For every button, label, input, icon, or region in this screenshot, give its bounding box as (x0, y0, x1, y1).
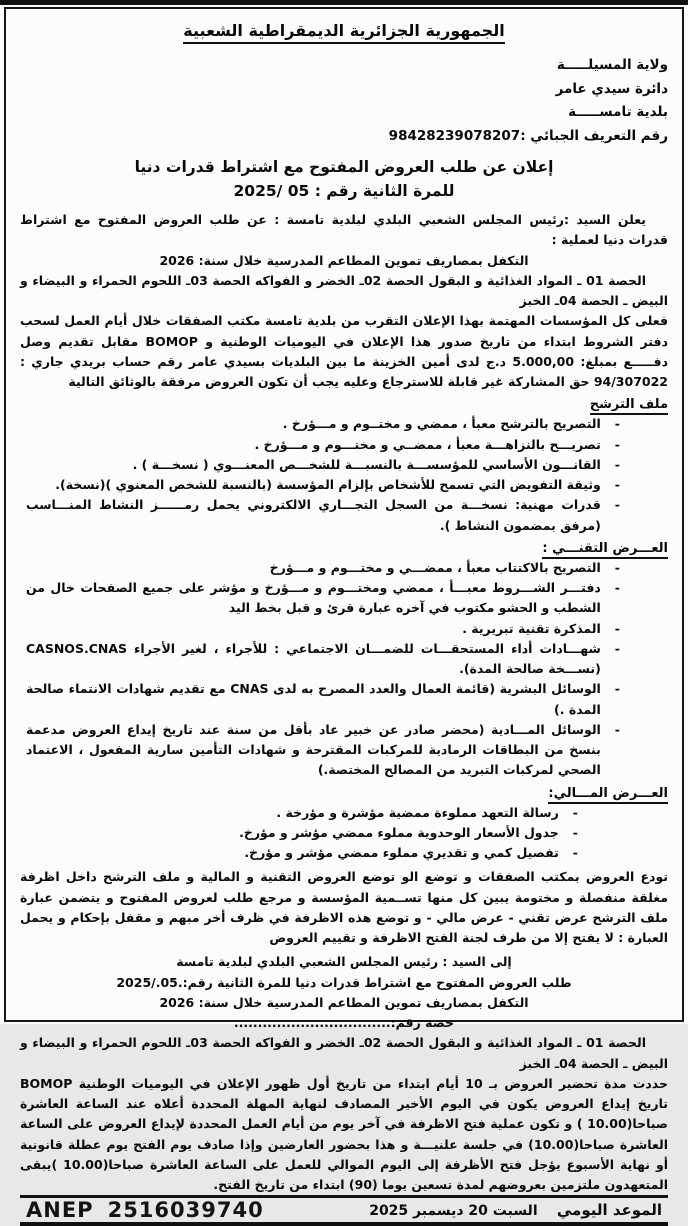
journal-name: الموعد اليومي (556, 1201, 662, 1220)
list-item: - الوسائل البشرية (قائمة العمال والعدد المصرح به لدى CNAS مع تقديم شهادات الانتماء صالحة المدة .) (26, 679, 620, 720)
section-heading-candidature: ملف الترشح (590, 397, 668, 412)
withdrawal-paragraph: فعلى كل المؤسسات المهتمة بهذا الإعلان التقرب من بلدية تامسة مكتب الصفقات خلال أيام العمل لسحب دفتر الشروط ابتداء من تاريخ صدور هذا الإعلان في اليوميات الوطنية و BOMOP مقابل تقديم وصل دفـــــع بمبلغ: 5.000,00 د.ج لدى أمين الخزينة ما بين البلديات بسيدي عامر رقم حساب بريدي جاري : 94/307022 حق المشاركة غير قابلة للاسترجاع وعليه يجب أن تكون العروض مرفقة بالوثائق التالية (20, 313, 668, 390)
addressee-line: إلى السيد : رئيس المجلس الشعبي البلدي لبلدية تامسة (176, 954, 512, 970)
anep-number: 2516039740 (107, 1198, 264, 1223)
scan-edge-bar (0, 0, 688, 5)
issuing-authority-block (20, 54, 668, 149)
newspaper-footer (20, 1195, 668, 1226)
section-heading-technical-offer: العـــرض التقنـــي : (542, 541, 668, 556)
list-item: - وثيقة التفويض التي تسمح للأشخاص بإلزام المؤسسة (بالنسبة للشخص المعنوي )(نسخة). (26, 475, 620, 495)
tax-id-value: 98428239078207 (388, 127, 521, 144)
lots-line-repeat: الحصة 01 ـ المواد الغذائية و البقول الحصة 02ـ الخضر و الفواكه الحصة 03ـ اللحوم الحمراء و البيضاء و البيض ـ الحصة 04ـ الخبز (20, 1035, 668, 1071)
announcement-title-line1: إعلان عن طلب العروض المفتوح مع اشتراط قدرات دنيا (134, 157, 554, 176)
list-item: - شهـــادات أداء المستحقـــات للضمـــان الاجتماعي : للأجراء ، لغير الأجراء CASNOS.CNAS (نســـخة صالحة المدة). (26, 639, 620, 680)
list-item: - التصريح بالاكتتاب معبأ ، ممضـــي و مختـــوم و مـــؤرخ (26, 558, 620, 578)
document-frame (4, 7, 684, 1223)
list-item: - تفصيل كمي و تقديري مملوء ممضي مؤشر و مؤرخ. (26, 843, 578, 863)
financial-offer-list (20, 803, 668, 864)
tax-id-label: رقم التعريف الجبائي : (520, 127, 668, 144)
deposit-paragraph: تودع العروض بمكتب الصفقات و توضع الو توضع العروض التقنية و المالية و ملف الترشح داخل اظرفة مغلقة منفصلة و مختومة يبين كل منها تســمية المؤسسة و مرجع طلب لعروض المفتوح و يتضمن عبارة ملف الترشح عرض تقني - عرض مالي - و توضع هذه الاظرفة في ظرف أخر مبهم و مقفل بإحكام و يحمل العبارة : لا يفتح إلا من طرف لجنة الفتح الاظرفة و تقييم العروض (20, 869, 668, 946)
republic-title: الجمهورية الجزائرية الديمقراطية الشعبية (20, 21, 668, 40)
announcement-title-line2: للمرة الثانية رقم : 05 /2025 (233, 182, 455, 201)
technical-offer-list (20, 558, 668, 781)
list-item: - الوسائل المـــادية (محضر صادر عن خبير عاد بأقل من سنة عند تاريخ إيداع العروض مدعمة بنسخ من البطاقات الرمادية للمركبات المقترحة و شهادات التأمين سارية المفعول ، الاعتماد الصحي لمركبات التبريد من المصالح المختصة.) (26, 720, 620, 781)
list-item: - جدول الأسعار الوحدوية مملوء ممضي مؤشر و مؤرخ. (26, 823, 578, 843)
section-heading-financial-offer: العـــرض المـــالي: (548, 786, 668, 801)
intro-line: يعلن السيد :رئيس المجلس الشعبي البلدي لبلدية تامسة : عن طلب العروض المفتوح مع اشتراط قدرات دنيا لعملية : (20, 212, 668, 248)
list-item: - المذكرة تقنية تبريرية . (26, 619, 620, 639)
wilaya-line: ولاية المسيلـــــة (556, 57, 668, 73)
tender-reference-line: طلب العروض المفتوح مع اشتراط قدرات دنيا للمرة الثانية رقم:.05./2025 (116, 974, 572, 990)
list-item: - رسالة التعهد مملوءة ممضية مؤشرة و مؤرخة . (26, 803, 578, 823)
list-item: - قدرات مهنية: نسخـــة من السجل التجـــاري الالكتروني يحمل رمــــــز النشاط المنـــاسب (مرفق بمضمون النشاط ). (26, 495, 620, 536)
operation-title: التكفل بمصاريف تموين المطاعم المدرسية خلال سنة: 2026 (159, 252, 529, 268)
deadlines-paragraph: حددت مدة تحضير العروض بـ 10 أيام ابتداء من تاريخ أول ظهور الإعلان في اليوميات الوطنية BOMOP تاريخ إيداع العروض يكون في اليوم الأخير المصادف لنهاية المهلة المحددة أعلاه عند الساعة العاشرة صباحا(10.00 ) و تكون عملية فتح الاظرفة في آخر يوم من أيام العمل المحددة لإيداع العروض على الساعة العاشرة صباحا(10.00) في جلسة علنيـــة و هذا بحضور العارضين وإذا صادف يوم الفتح يوم عطلة قانونية أو نهاية الأسبوع يؤجل فتح الأظرفة إلى اليوم الموالي للعمل على الساعة العاشرة صباحا(10.00 )يبقى المتعهدون ملتزمين بعروضهم لمدة تسعين يوما (90) ابتداء من تاريخ الفتح. (20, 1075, 668, 1193)
anep-label: ANEP (26, 1198, 94, 1223)
candidature-file-list (20, 414, 668, 536)
list-item: - القانـــون الأساسي للمؤسســـة بالنسبـــة للشخـــص المعنـــوي ( نسخـــة ) . (26, 455, 620, 475)
issue-date: السبت 20 ديسمبر 2025 (369, 1203, 538, 1220)
commune-line: بلدية تامســـــة (568, 104, 668, 121)
operation-title-repeat: التكفل بمصاريف تموين المطاعم المدرسية خلال سنة: 2026 (159, 994, 529, 1010)
list-item: - التصريح بالترشح معبأ ، ممضي و مختــوم و مـــؤرخ . (26, 414, 620, 434)
lots-line: الحصة 01 ـ المواد الغذائية و البقول الحصة 02ـ الخضر و الفواكه الحصة 03ـ اللحوم الحمراء و البيضاء و البيض ـ الحصة 04ـ الخبز (20, 272, 668, 309)
tax-id-line (20, 125, 668, 149)
list-item: - دفتـــر الشـــروط معبـــأ ، ممضي ومختـــوم و مـــؤرخ و مؤشر على جميع الصفحات خال من الشطب و الحشو مكتوب في آخره عبارة قرئ و قبل بخط اليد (26, 578, 620, 619)
list-item: - تصريـــح بالنزاهـــة معبأ ، ممضــي و مختـــوم و مـــؤرخ . (26, 435, 620, 455)
anep-reference (26, 1198, 264, 1222)
daira-line: دائرة سيدي عامر (555, 80, 668, 97)
announcement-title (20, 155, 668, 205)
lot-number-line: حصة رقم:................................. (233, 1015, 455, 1031)
journal-name-and-date (369, 1201, 662, 1219)
